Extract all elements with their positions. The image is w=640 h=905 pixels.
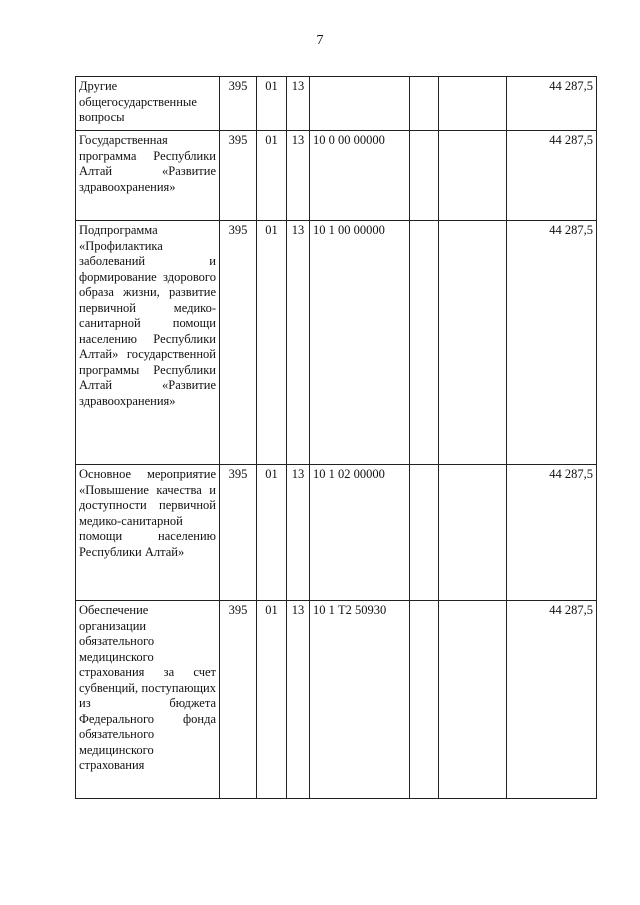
row-section-code: 01 [257, 77, 287, 131]
row-amount: 44 287,5 [507, 221, 597, 465]
row-target-article: 10 1 02 00000 [310, 465, 410, 601]
row-amount: 44 287,5 [507, 601, 597, 799]
table-row [76, 77, 597, 131]
row-subsection-code: 13 [287, 465, 310, 601]
row-section-code: 01 [257, 131, 287, 221]
row-expense-type [410, 77, 439, 131]
page-number: 7 [316, 33, 324, 48]
row-expense-type [410, 465, 439, 601]
row-extra-cell [439, 221, 507, 465]
row-extra-cell [439, 77, 507, 131]
row-name: Основное мероприятие «Повышение качества и доступности первичной медико-санитарной помощи населению Республики Алтай» [76, 465, 220, 601]
row-section-code: 01 [257, 465, 287, 601]
row-ved-code: 395 [220, 221, 257, 465]
row-target-article: 10 1 Т2 50930 [310, 601, 410, 799]
row-extra-cell [439, 601, 507, 799]
table-row [76, 221, 597, 465]
row-subsection-code: 13 [287, 601, 310, 799]
row-name: Другие общегосударственные вопросы [76, 77, 220, 131]
row-target-article [310, 77, 410, 131]
row-extra-cell [439, 465, 507, 601]
budget-table [75, 76, 597, 799]
row-amount: 44 287,5 [507, 131, 597, 221]
row-name: Государственная программа Республики Алтай «Развитие здравоохранения» [76, 131, 220, 221]
row-ved-code: 395 [220, 131, 257, 221]
table-row [76, 601, 597, 799]
table-row [76, 131, 597, 221]
row-expense-type [410, 601, 439, 799]
row-expense-type [410, 221, 439, 465]
row-amount: 44 287,5 [507, 465, 597, 601]
row-section-code: 01 [257, 221, 287, 465]
row-ved-code: 395 [220, 601, 257, 799]
row-name: Обеспечение организации обязательного медицинского страхования за счет субвенций, поступающих из бюджета Федерального фонда обязательного медицинского страхования [76, 601, 220, 799]
row-amount: 44 287,5 [507, 77, 597, 131]
row-subsection-code: 13 [287, 131, 310, 221]
row-ved-code: 395 [220, 77, 257, 131]
row-extra-cell [439, 131, 507, 221]
row-subsection-code: 13 [287, 221, 310, 465]
row-name: Подпрограмма «Профилактика заболеваний и формирование здорового образа жизни, развитие первичной медико-санитарной помощи населению Республики Алтай» государственной программы Республики Алтай «Развитие здравоохранения» [76, 221, 220, 465]
row-subsection-code: 13 [287, 77, 310, 131]
row-ved-code: 395 [220, 465, 257, 601]
row-expense-type [410, 131, 439, 221]
row-target-article: 10 0 00 00000 [310, 131, 410, 221]
row-target-article: 10 1 00 00000 [310, 221, 410, 465]
row-section-code: 01 [257, 601, 287, 799]
table-row [76, 465, 597, 601]
